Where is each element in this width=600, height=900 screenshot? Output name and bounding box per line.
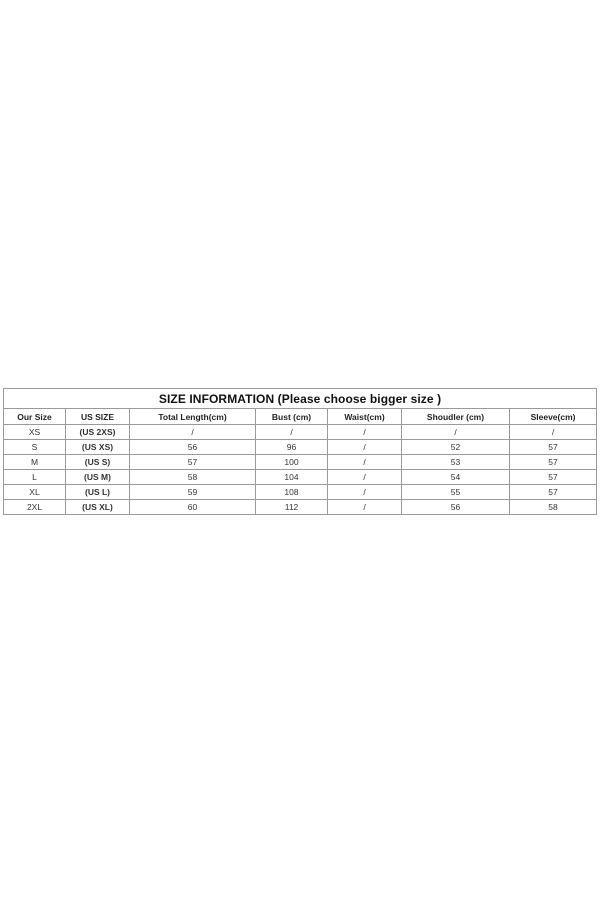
cell-shoulder: 52 [402, 440, 510, 455]
cell-bust: 96 [256, 440, 328, 455]
cell-total-length: 57 [130, 455, 256, 470]
cell-waist: / [328, 500, 402, 515]
header-sleeve: Sleeve(cm) [510, 409, 597, 425]
cell-us-size: (US XL) [66, 500, 130, 515]
cell-us-size: (US XS) [66, 440, 130, 455]
cell-our-size: XS [4, 425, 66, 440]
cell-shoulder: 54 [402, 470, 510, 485]
cell-sleeve: 57 [510, 440, 597, 455]
table-row [4, 470, 597, 485]
cell-waist: / [328, 425, 402, 440]
cell-us-size: (US L) [66, 485, 130, 500]
header-our-size: Our Size [4, 409, 66, 425]
cell-shoulder: 56 [402, 500, 510, 515]
header-row [4, 409, 597, 425]
cell-our-size: XL [4, 485, 66, 500]
cell-bust: / [256, 425, 328, 440]
table-row [4, 455, 597, 470]
cell-bust: 108 [256, 485, 328, 500]
cell-us-size: (US 2XS) [66, 425, 130, 440]
cell-us-size: (US S) [66, 455, 130, 470]
cell-total-length: / [130, 425, 256, 440]
cell-shoulder: / [402, 425, 510, 440]
cell-us-size: (US M) [66, 470, 130, 485]
cell-our-size: M [4, 455, 66, 470]
cell-waist: / [328, 470, 402, 485]
cell-sleeve: 58 [510, 500, 597, 515]
cell-shoulder: 55 [402, 485, 510, 500]
cell-sleeve: 57 [510, 470, 597, 485]
cell-sleeve: / [510, 425, 597, 440]
cell-bust: 100 [256, 455, 328, 470]
cell-sleeve: 57 [510, 455, 597, 470]
cell-our-size: L [4, 470, 66, 485]
cell-total-length: 60 [130, 500, 256, 515]
table-row [4, 500, 597, 515]
cell-waist: / [328, 455, 402, 470]
table-row [4, 440, 597, 455]
table-row [4, 485, 597, 500]
cell-waist: / [328, 440, 402, 455]
header-waist: Waist(cm) [328, 409, 402, 425]
title-row [4, 389, 597, 409]
cell-total-length: 59 [130, 485, 256, 500]
cell-total-length: 56 [130, 440, 256, 455]
cell-our-size: 2XL [4, 500, 66, 515]
header-bust: Bust (cm) [256, 409, 328, 425]
table-row [4, 425, 597, 440]
header-shoulder: Shoudler (cm) [402, 409, 510, 425]
chart-title: SIZE INFORMATION (Please choose bigger size ) [4, 389, 597, 409]
cell-waist: / [328, 485, 402, 500]
header-total-length: Total Length(cm) [130, 409, 256, 425]
header-us-size: US SIZE [66, 409, 130, 425]
size-chart-table [3, 388, 597, 515]
cell-bust: 104 [256, 470, 328, 485]
cell-our-size: S [4, 440, 66, 455]
cell-shoulder: 53 [402, 455, 510, 470]
cell-bust: 112 [256, 500, 328, 515]
cell-sleeve: 57 [510, 485, 597, 500]
cell-total-length: 58 [130, 470, 256, 485]
